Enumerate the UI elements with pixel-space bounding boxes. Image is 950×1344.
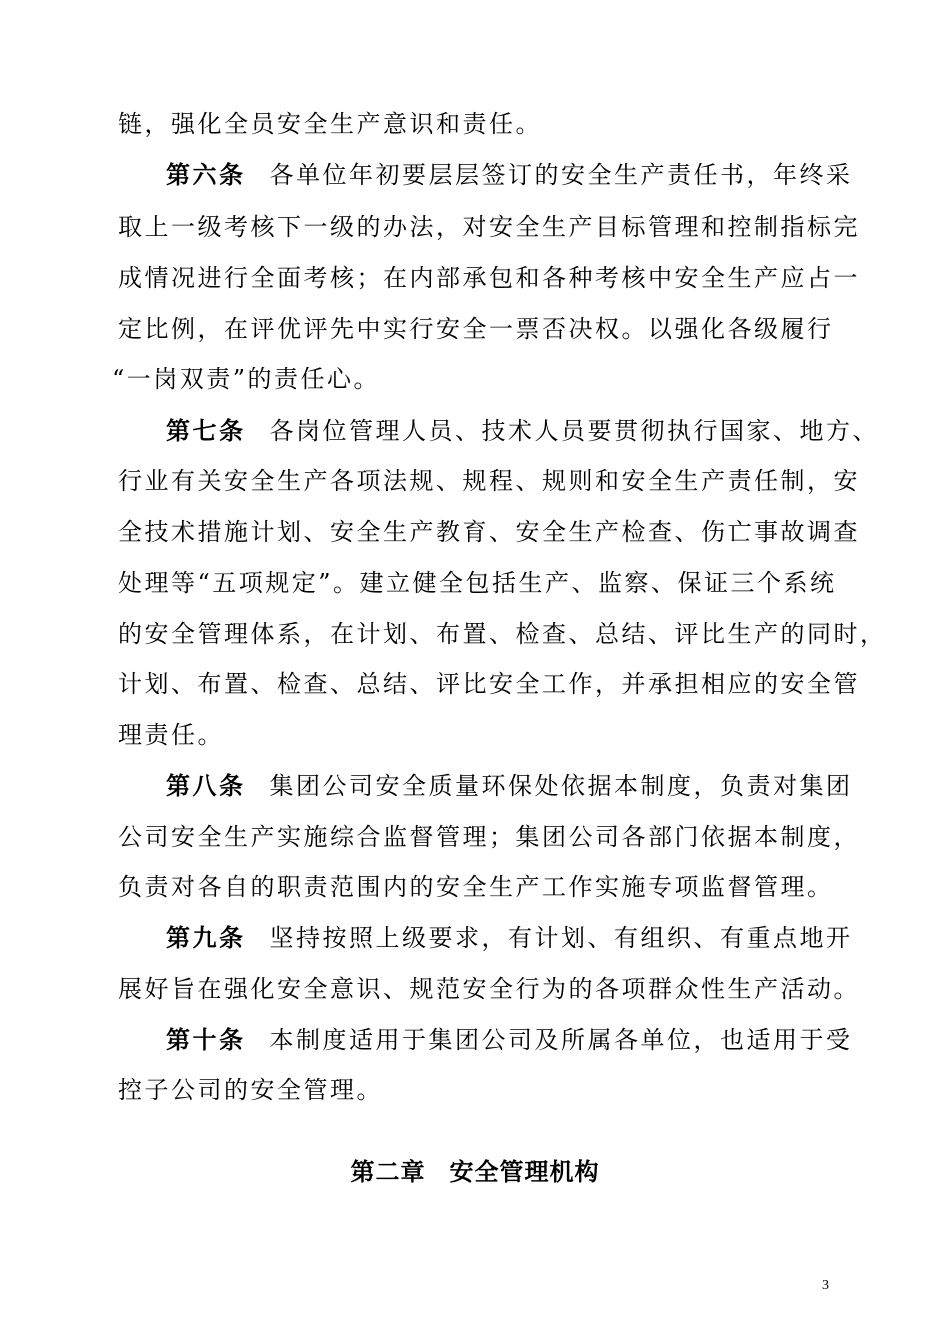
article-8-heading: 第八条 <box>166 771 246 800</box>
text-line: 本制度适用于集团公司及所属各单位，也适用于受 <box>269 1026 853 1054</box>
text-line: 处理等“五项规定”。建立健全包括生产、监察、保证三个系统 <box>118 569 837 597</box>
article-6-heading: 第六条 <box>166 160 246 189</box>
article-9-heading: 第九条 <box>166 923 246 952</box>
chapter-title: 安全管理机构 <box>449 1157 600 1186</box>
text-line: 坚持按照上级要求，有计划、有组织、有重点地开 <box>269 924 853 952</box>
text-line: 计划、布置、检查、总结、评比安全工作，并承担相应的安全管 <box>118 670 860 698</box>
article-10-line-1 <box>166 1024 853 1056</box>
text-line: 行业有关安全生产各项法规、规程、规则和安全生产责任制，安 <box>118 467 860 495</box>
text-line: 定比例，在评优评先中实行安全一票否决权。以强化各级履行 <box>118 315 834 343</box>
text-line: 各岗位管理人员、技术人员要贯彻执行国家、地方、 <box>269 417 879 445</box>
text-line: 的安全管理体系，在计划、布置、检查、总结、评比生产的同时， <box>118 620 887 648</box>
page-number: 3 <box>822 1278 829 1293</box>
text-line: 公司安全生产实施综合监督管理；集团公司各部门依据本制度， <box>118 823 860 851</box>
chapter-heading <box>0 1156 950 1188</box>
text-line: 负责对各自的职责范围内的安全生产工作实施专项监督管理。 <box>118 873 834 901</box>
article-6-line-1 <box>166 159 853 191</box>
text-line: 链，强化全员安全生产意识和责任。 <box>118 110 542 138</box>
article-9-line-1 <box>166 922 853 954</box>
text-line: “一岗双责”的责任心。 <box>112 365 381 393</box>
article-7-heading: 第七条 <box>166 416 246 445</box>
text-line: 展好旨在强化安全意识、规范安全行为的各项群众性生产活动。 <box>118 975 860 1003</box>
text-line: 集团公司安全质量环保处依据本制度，负责对集团 <box>269 772 853 800</box>
text-line: 控子公司的安全管理。 <box>118 1076 383 1104</box>
article-10-heading: 第十条 <box>166 1025 246 1054</box>
text-line: 理责任。 <box>118 721 224 749</box>
article-8-line-1 <box>166 770 853 802</box>
text-line: 取上一级考核下一级的办法，对安全生产目标管理和控制指标完 <box>118 213 860 241</box>
article-7-line-1 <box>166 415 879 447</box>
chapter-number: 第二章 <box>350 1157 426 1186</box>
text-line: 全技术措施计划、安全生产教育、安全生产检查、伤亡事故调查 <box>118 518 860 546</box>
text-line: 各单位年初要层层签订的安全生产责任书，年终采 <box>269 161 853 189</box>
text-line: 成情况进行全面考核；在内部承包和各种考核中安全生产应占一 <box>118 264 860 292</box>
